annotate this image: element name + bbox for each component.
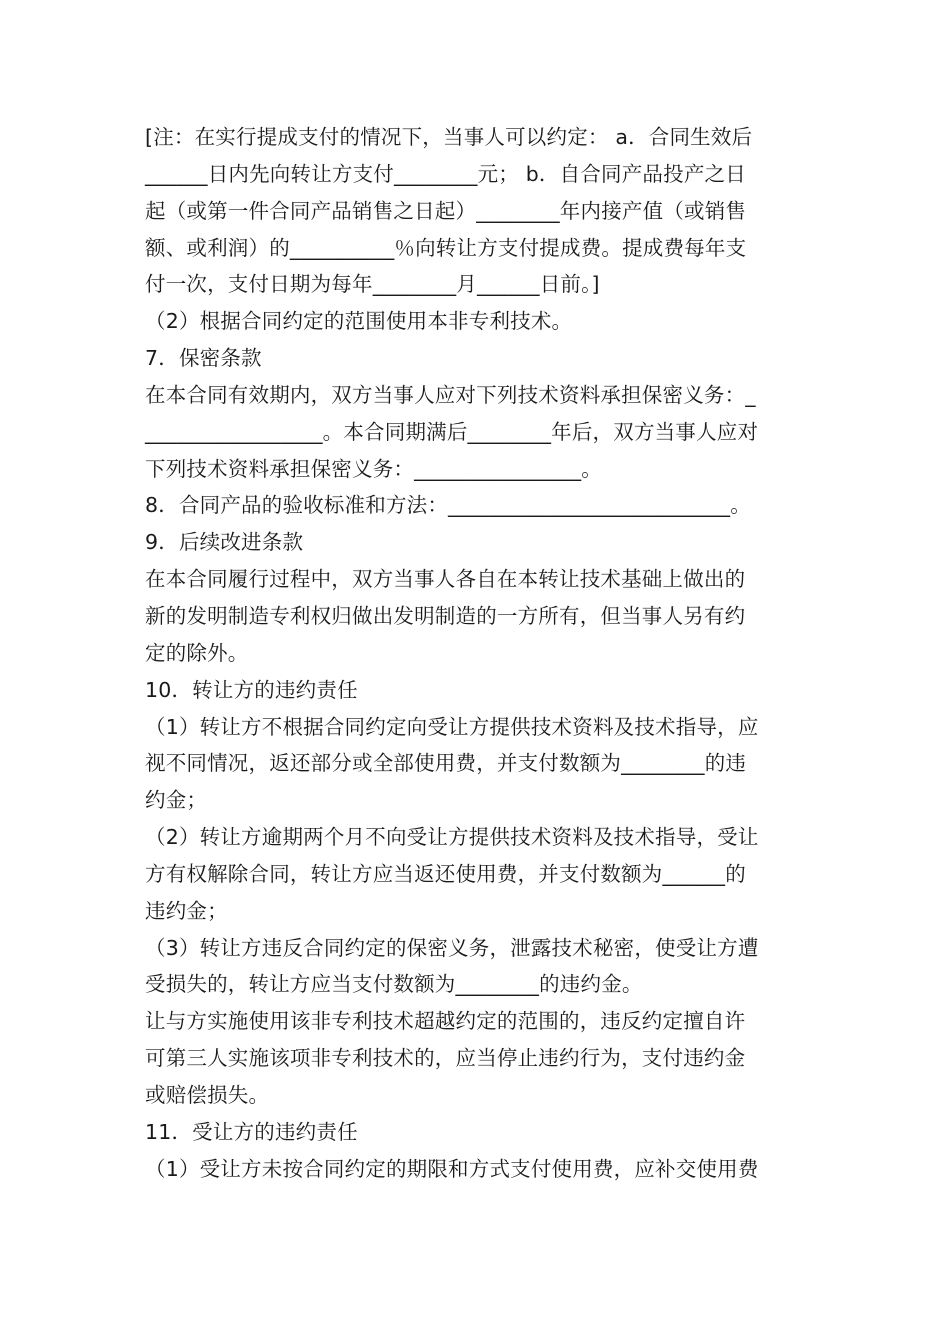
text-line: 在本合同有效期内，双方当事人应对下列技术资料承担保密义务：_: [145, 382, 756, 407]
text-line: ______日内先向转让方支付________元； b．自合同产品投产之日: [145, 161, 746, 186]
text-line: （1）转让方不根据合同约定向受让方提供技术资料及技术指导，应: [145, 714, 759, 739]
text-line: （2）根据合同约定的范围使用本非专利技术。: [145, 309, 573, 334]
text-line: 可第三人实施该项非专利技术的，应当停止违约行为，支付违约金: [145, 1046, 746, 1071]
section-heading: 10．转让方的违约责任: [145, 677, 358, 702]
section-heading: 8．合同产品的验收标准和方法：___________________________。: [145, 493, 751, 518]
text-line: 受损失的，转让方应当支付数额为________的违约金。: [145, 972, 643, 997]
text-line: 付一次，支付日期为每年________月______日前。]: [145, 272, 600, 297]
text-line: 定的除外。: [145, 640, 249, 665]
text-line: [注：在实行提成支付的情况下，当事人可以约定： a．合同生效后: [145, 125, 753, 149]
text-line: （2）转让方逾期两个月不向受让方提供技术资料及技术指导，受让: [145, 825, 759, 850]
text-line: 违约金；: [145, 898, 228, 923]
text-line: 视不同情况，返还部分或全部使用费，并支付数额为________的违: [145, 751, 747, 776]
text-line: 约金；: [145, 788, 208, 813]
section-heading: 7．保密条款: [145, 346, 262, 371]
document-body: [145, 119, 810, 1187]
section-heading: 11．受让方的违约责任: [145, 1119, 358, 1144]
text-line: 或赔偿损失。: [145, 1082, 270, 1107]
text-line: 新的发明制造专利权归做出发明制造的一方所有，但当事人另有约: [145, 603, 746, 628]
text-line: （3）转让方违反合同约定的保密义务，泄露技术秘密，使受让方遭: [145, 935, 759, 960]
section-heading: 9．后续改进条款: [145, 530, 304, 555]
text-line: 让与方实施使用该非专利技术超越约定的范围的，违反约定擅自许: [145, 1009, 746, 1034]
text-line: 方有权解除合同，转让方应当返还使用费，并支付数额为______的: [145, 861, 746, 886]
text-line: 下列技术资料承担保密义务：________________。: [145, 456, 602, 481]
text-line: （1）受让方未按合同约定的期限和方式支付使用费，应补交使用费: [145, 1156, 759, 1181]
text-line: 额、或利润）的__________％向转让方支付提成费。提成费每年支: [145, 235, 747, 260]
text-line: _________________。本合同期满后________年后，双方当事人应对: [145, 419, 759, 444]
text-line: 在本合同履行过程中，双方当事人各自在本转让技术基础上做出的: [145, 567, 746, 592]
text-line: 起（或第一件合同产品销售之日起）________年内接产值（或销售: [145, 198, 747, 223]
